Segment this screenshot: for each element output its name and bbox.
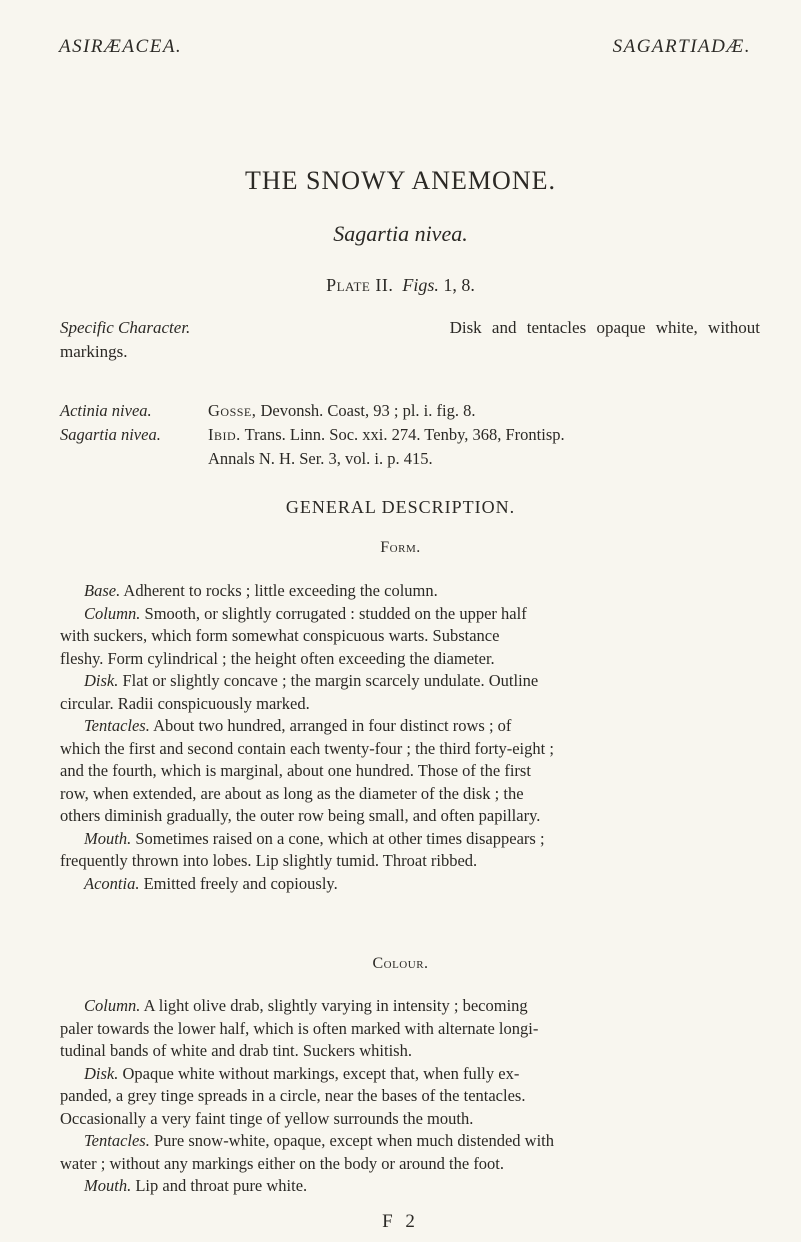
synonym-name: Actinia nivea.	[60, 401, 152, 420]
synonym-line	[60, 423, 565, 447]
entry-label: Mouth.	[84, 1176, 132, 1195]
text-line: Tentacles. Pure snow-white, opaque, except when much distended with	[84, 1131, 555, 1150]
text-line: and the fourth, which is marginal, about one hundred. Those of the first	[60, 761, 531, 780]
synonym-continuation: Annals N. H. Ser. 3, vol. i. p. 415.	[208, 449, 433, 468]
synonym-ref: Devonsh. Coast, 93 ; pl. i. fig. 8.	[260, 401, 476, 420]
text-line: Mouth. Sometimes raised on a cone, which at other times disappears ;	[84, 828, 545, 848]
colour-description	[60, 995, 760, 1198]
entry-label: Tentacles.	[84, 716, 150, 735]
entry-label: Disk.	[84, 671, 119, 690]
specific-text-line1: Disk and tentacles opaque white, without	[449, 318, 760, 337]
specific-character	[60, 316, 760, 364]
figs-label: Figs.	[402, 275, 439, 295]
text-line: Disk. Opaque white without markings, except that, when fully ex-	[84, 1063, 520, 1083]
text-line: panded, a grey tinge spreads in a circle, near the bases of the tentacles.	[60, 1086, 526, 1105]
text-line: water ; without any markings either on the body or around the foot.	[60, 1153, 505, 1173]
text-line: Acontia. Emitted freely and copiously.	[84, 873, 338, 893]
text-line: Column. A light olive drab, slightly varying in intensity ; becoming	[84, 996, 528, 1015]
running-head-left: ASIRÆACEA.	[59, 36, 183, 57]
text-line: circular. Radii conspicuously marked.	[60, 693, 310, 713]
specific-label: Specific Character.	[60, 318, 191, 337]
entry-label: Tentacles.	[84, 1131, 150, 1150]
subheading-form: Form.	[380, 539, 421, 556]
text-line: row, when extended, are about as long as the diameter of the disk ; the	[60, 783, 524, 803]
entry-label: Acontia.	[84, 873, 140, 893]
entry-label: Disk.	[84, 1063, 119, 1083]
plate-label: Plate II.	[326, 275, 394, 295]
section-heading-general: GENERAL DESCRIPTION.	[285, 497, 516, 517]
entry-label: Column.	[84, 603, 141, 623]
text-line: Occasionally a very faint tinge of yellow surrounds the mouth.	[60, 1108, 474, 1128]
text-line: fleshy. Form cylindrical ; the height often exceeding the diameter.	[60, 648, 495, 668]
synonym-name: Sagartia nivea.	[60, 425, 161, 444]
synonym-author: Ibid.	[208, 425, 241, 444]
page-title: THE SNOWY ANEMONE.	[245, 166, 556, 195]
signature-mark: F 2	[382, 1211, 419, 1232]
form-description	[60, 580, 760, 895]
entry-label: Base.	[84, 581, 121, 600]
text-line: others diminish gradually, the outer row being small, and often papillary.	[60, 806, 541, 825]
latin-name: Sagartia nivea.	[333, 221, 468, 246]
text-line: with suckers, which form somewhat conspicuous warts. Substance	[60, 626, 500, 645]
figs-value: 1, 8.	[443, 275, 475, 295]
text-line: Disk. Flat or slightly concave ; the margin scarcely undulate. Outline	[84, 671, 539, 690]
text-line: frequently thrown into lobes. Lip slightly tumid. Throat ribbed.	[60, 851, 478, 870]
synonym-author: Gosse,	[208, 401, 257, 420]
specific-text-line2: markings.	[60, 342, 128, 361]
synonym-ref: Trans. Linn. Soc. xxi. 274. Tenby, 368, Frontisp.	[244, 425, 565, 444]
subheading-colour: Colour.	[372, 955, 429, 972]
text-line: Column. Smooth, or slightly corrugated : studded on the upper half	[84, 603, 527, 623]
text-line: Base. Adherent to rocks ; little exceeding the column.	[84, 581, 438, 600]
synonym-line	[60, 399, 475, 423]
text-line: tudinal bands of white and drab tint. Suckers whitish.	[60, 1041, 412, 1060]
text-line: which the first and second contain each twenty-four ; the third forty-eight ;	[60, 738, 554, 758]
entry-label: Mouth.	[84, 828, 132, 848]
text-line: Tentacles. About two hundred, arranged in four distinct rows ; of	[84, 716, 512, 735]
text-line: Mouth. Lip and throat pure white.	[84, 1176, 308, 1195]
text-line: paler towards the lower half, which is often marked with alternate longi-	[60, 1018, 539, 1038]
entry-label: Column.	[84, 996, 141, 1015]
running-head-right: SAGARTIADÆ.	[612, 36, 751, 57]
plate-reference	[0, 275, 801, 296]
